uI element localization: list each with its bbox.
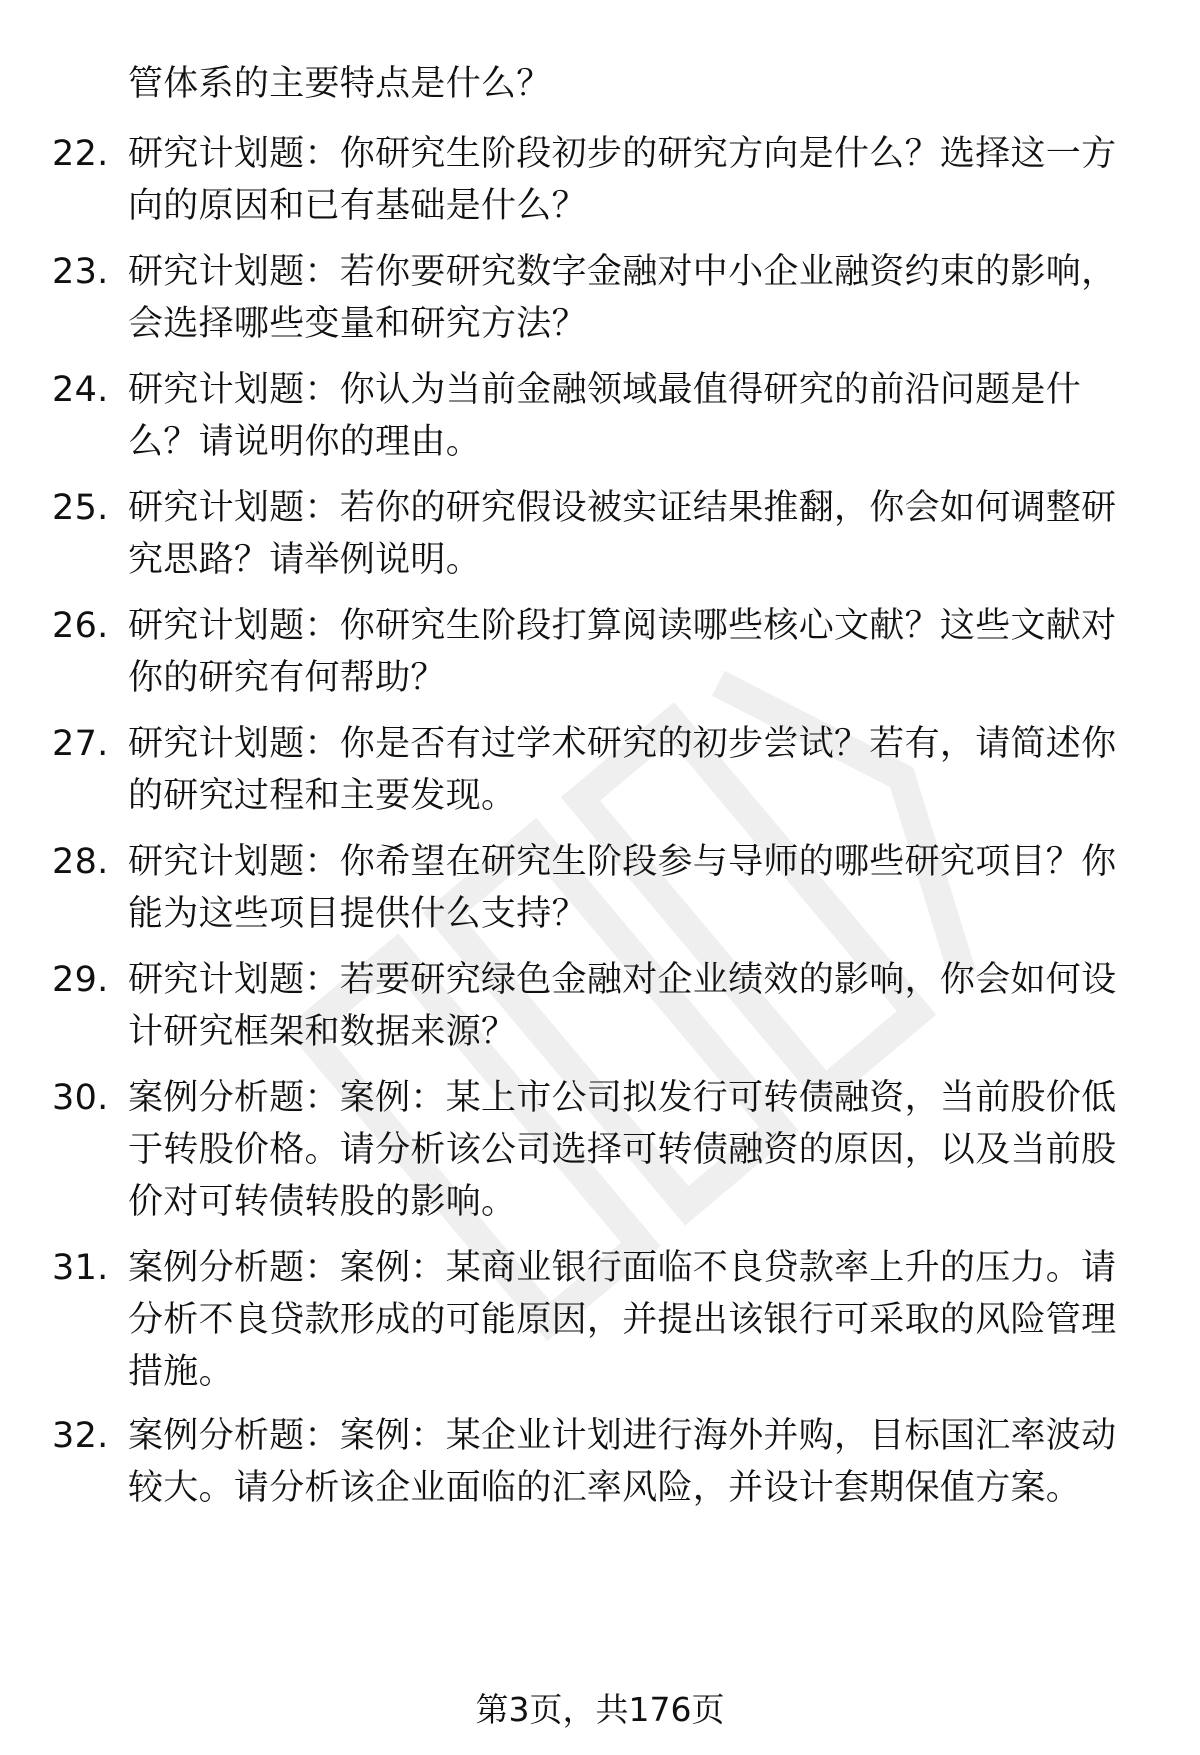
item-text: 研究计划题：你研究生阶段初步的研究方向是什么？选择这一方向的原因和已有基础是什么？	[128, 134, 1117, 226]
continuation-text: 管体系的主要特点是什么？	[128, 64, 552, 104]
item-text: 研究计划题：你认为当前金融领域最值得研究的前沿问题是什么？请说明你的理由。	[128, 370, 1082, 462]
item-text: 案例分析题：案例：某企业计划进行海外并购，目标国汇率波动较大。请分析该企业面临的汇率风险，并设计套期保值方案。	[128, 1416, 1117, 1508]
item-number: 24.	[52, 370, 109, 410]
item-number: 26.	[52, 606, 109, 646]
page-footer: 第3页，共176页	[475, 1690, 725, 1729]
item-text: 研究计划题：若你的研究假设被实证结果推翻，你会如何调整研究思路？请举例说明。	[128, 488, 1117, 580]
item-number: 29.	[52, 960, 109, 1000]
item-text: 案例分析题：案例：某商业银行面临不良贷款率上升的压力。请分析不良贷款形成的可能原因，并提出该银行可采取的风险管理措施。	[128, 1248, 1117, 1392]
item-text: 研究计划题：你希望在研究生阶段参与导师的哪些研究项目？你能为这些项目提供什么支持？	[128, 842, 1117, 934]
item-number: 22.	[52, 134, 109, 174]
item-number: 23.	[52, 252, 109, 292]
item-text: 研究计划题：你是否有过学术研究的初步尝试？若有，请简述你的研究过程和主要发现。	[128, 724, 1117, 816]
item-number: 28.	[52, 842, 109, 882]
item-number: 32.	[52, 1416, 109, 1456]
item-number: 30.	[52, 1078, 109, 1118]
item-number: 25.	[52, 488, 109, 528]
item-number: 27.	[52, 724, 109, 764]
item-text: 研究计划题：若要研究绿色金融对企业绩效的影响，你会如何设计研究框架和数据来源？	[128, 960, 1117, 1052]
item-number: 31.	[52, 1248, 109, 1288]
item-text: 研究计划题：若你要研究数字金融对中小企业融资约束的影响，会选择哪些变量和研究方法？	[128, 252, 1117, 344]
item-text: 案例分析题：案例：某上市公司拟发行可转债融资，当前股价低于转股价格。请分析该公司选择可转债融资的原因，以及当前股价对可转债转股的影响。	[128, 1078, 1117, 1222]
item-text: 研究计划题：你研究生阶段打算阅读哪些核心文献？这些文献对你的研究有何帮助？	[128, 606, 1117, 698]
